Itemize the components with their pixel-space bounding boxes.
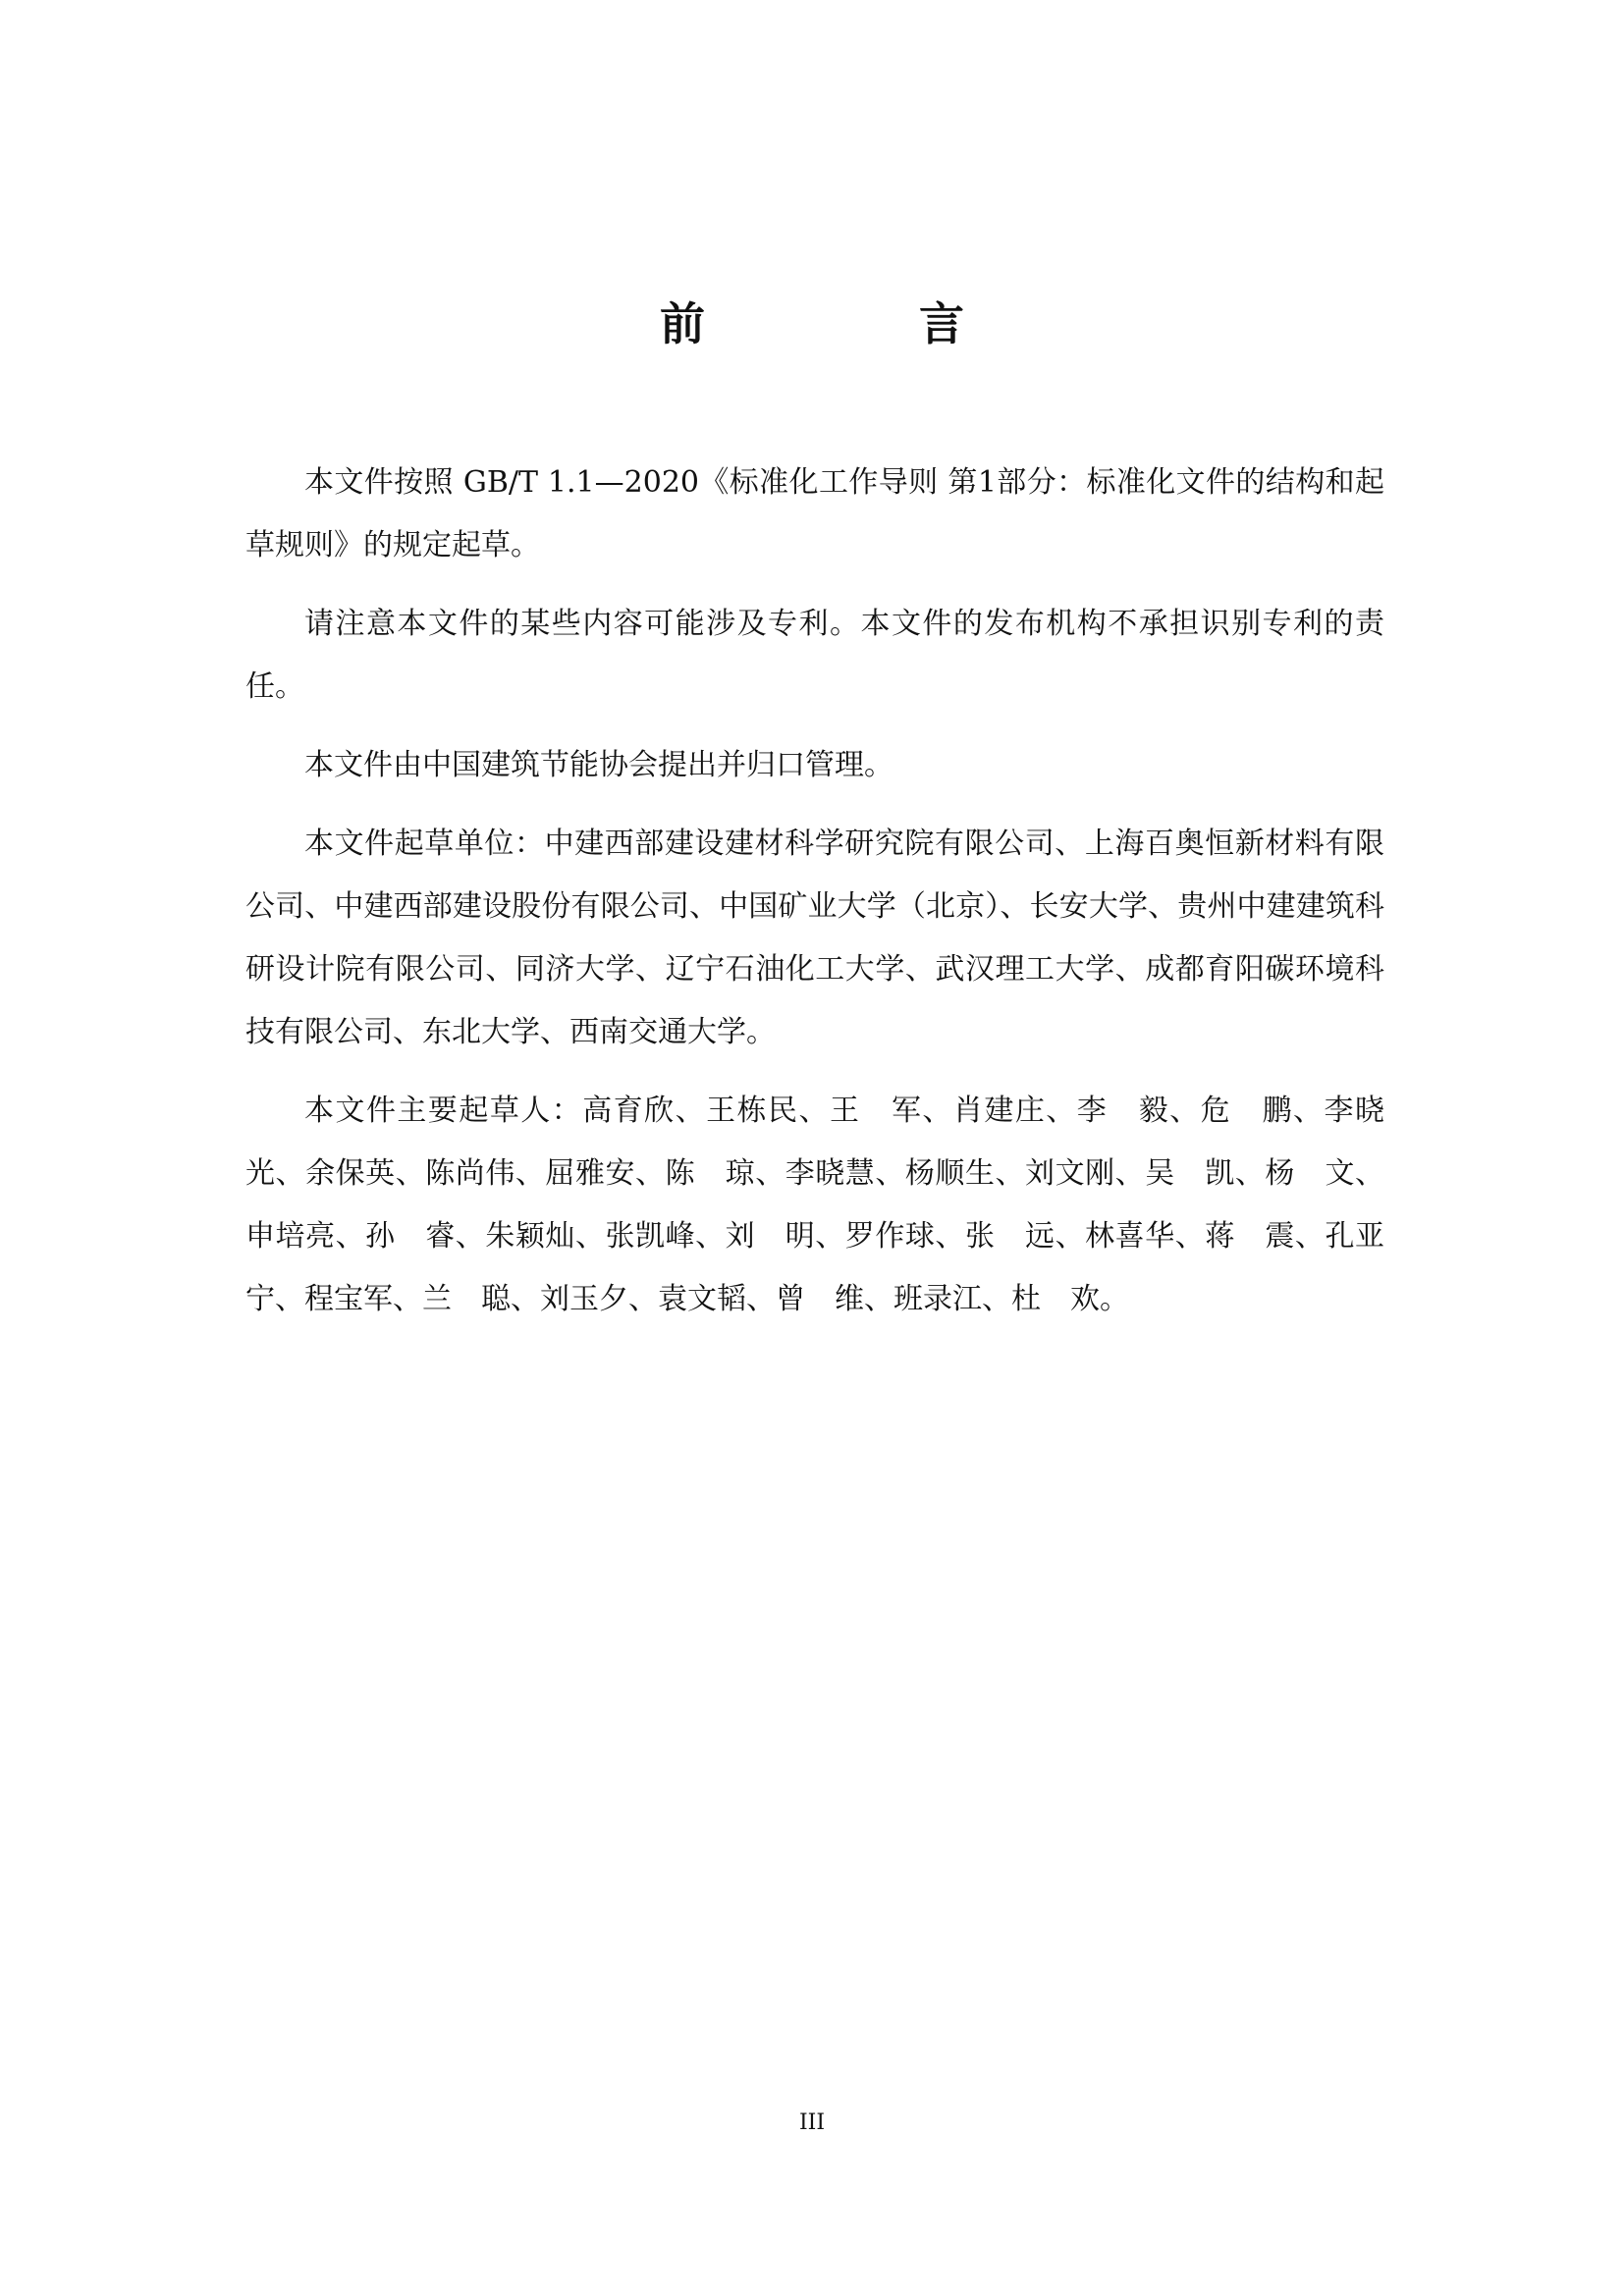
paragraph-drafting-units: 本文件起草单位：中建西部建设建材科学研究院有限公司、上海百奥恒新材料有限公司、中建西部建设股份有限公司、中国矿业大学（北京）、长安大学、贵州中建建筑科研设计院有限公司、同济大学、辽宁石油化工大学、武汉理工大学、成都育阳碳环境科技有限公司、东北大学、西南交通大学。 bbox=[245, 827, 1384, 1049]
paragraph-drafters: 本文件主要起草人：高育欣、王栋民、王 军、肖建庄、李 毅、危 鹏、李晓光、余保英、陈尚伟、屈雅安、陈 琼、李晓慧、杨顺生、刘文刚、吴 凯、杨 文、申培亮、孙 睿、朱颖灿、张凯峰、刘 明、罗作球、张 远、林喜华、蒋 震、孔亚宁、程宝军、兰 聪、刘玉夕、袁文韬、曾 维、班录江、杜 欢。 bbox=[245, 1094, 1384, 1316]
paragraph-drafting-rules: 本文件按照 GB/T 1.1—2020《标准化工作导则 第1部分：标准化文件的结构和起草规则》的规定起草。 bbox=[245, 465, 1384, 562]
paragraph-proposer: 本文件由中国建筑节能协会提出并归口管理。 bbox=[304, 748, 893, 782]
page-number: III bbox=[798, 2110, 826, 2135]
preface-body bbox=[245, 452, 1384, 1347]
paragraph-patent-notice: 请注意本文件的某些内容可能涉及专利。本文件的发布机构不承担识别专利的责任。 bbox=[245, 607, 1384, 704]
page-title: 前 言 bbox=[660, 297, 1049, 350]
